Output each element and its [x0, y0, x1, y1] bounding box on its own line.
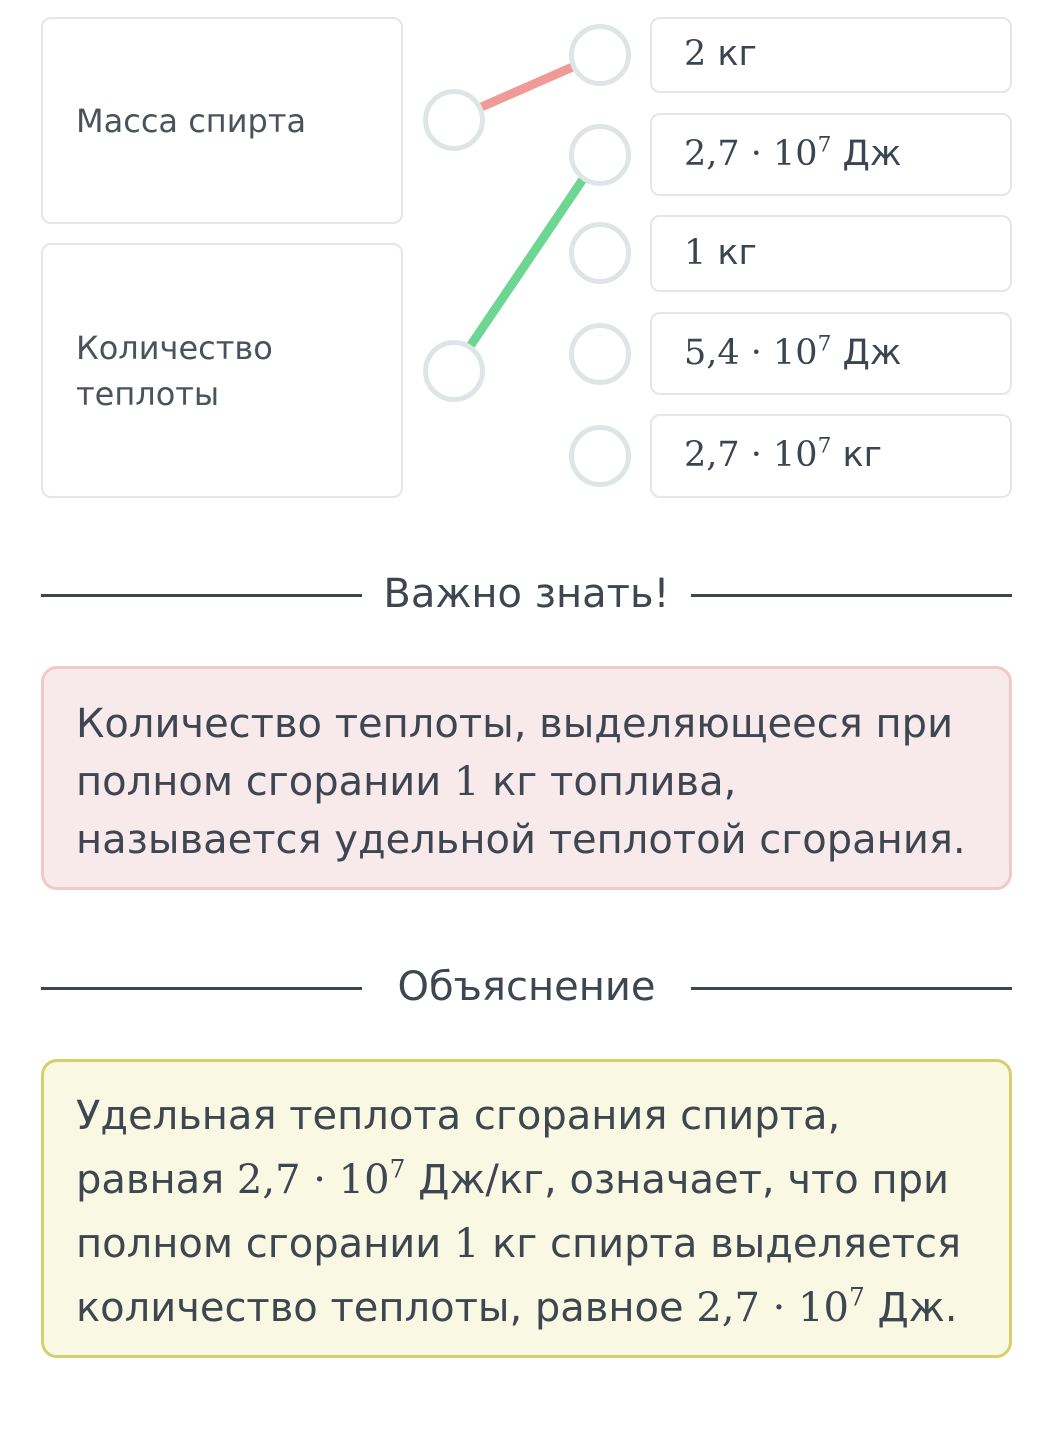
- right-item[interactable]: [650, 113, 1012, 196]
- note-math: 2,7 · 10: [236, 1157, 390, 1203]
- explanation-note: [41, 1059, 1012, 1358]
- note-math-exponent: 7: [849, 1282, 865, 1312]
- right-connector-dot[interactable]: [569, 24, 631, 86]
- left-item-label: Масса спирта: [76, 101, 307, 140]
- value-number: 2: [684, 34, 707, 75]
- value-unit: Дж: [842, 332, 902, 373]
- note-text: кг топлива, называется удельной теплотой сгорания.: [76, 759, 966, 863]
- important-divider: [41, 569, 1012, 619]
- right-connector-dot[interactable]: [569, 425, 631, 487]
- value-exponent: 7: [817, 331, 832, 357]
- value-unit: Дж: [842, 133, 902, 174]
- left-item-label: Количество теплоты: [76, 328, 273, 413]
- right-item-value: [684, 333, 901, 373]
- note-text: Дж.: [864, 1285, 958, 1331]
- right-item[interactable]: [650, 414, 1012, 498]
- note-math: 2,7 · 10: [696, 1285, 849, 1331]
- value-number: 2,7 · 10: [684, 133, 818, 174]
- right-item-value: [684, 34, 757, 74]
- divider-rule: [691, 987, 1012, 990]
- left-connector-dot[interactable]: [423, 340, 485, 402]
- explanation-title: Объяснение: [397, 964, 656, 1010]
- value-unit: кг: [842, 435, 883, 476]
- right-item-value: [684, 134, 901, 174]
- right-connector-dot[interactable]: [569, 323, 631, 385]
- note-math-exponent: 7: [389, 1154, 406, 1184]
- value-number: 2,7 · 10: [684, 435, 818, 476]
- right-item-value: [684, 233, 757, 273]
- right-item-value: [684, 435, 882, 475]
- note-text: кг спирта выделяется количество теплоты, равное: [76, 1221, 962, 1331]
- divider-rule: [691, 594, 1012, 597]
- note-text: Удельная теплота сгорания спирта, равная: [76, 1093, 841, 1203]
- value-unit: кг: [717, 232, 757, 273]
- left-item-mass[interactable]: [41, 17, 403, 224]
- left-connector-dot[interactable]: [423, 89, 485, 151]
- value-exponent: 7: [817, 132, 832, 158]
- value-unit: кг: [717, 34, 757, 75]
- value-number: 1: [684, 232, 707, 273]
- note-text: Дж/кг, означает, что при полном сгорании: [76, 1157, 949, 1267]
- note-math: 1: [453, 759, 480, 805]
- right-connector-dot[interactable]: [569, 124, 631, 186]
- explanation-divider: [41, 962, 1012, 1012]
- right-item[interactable]: [650, 215, 1012, 292]
- value-number: 5,4 · 10: [684, 332, 818, 373]
- important-title: Важно знать!: [383, 571, 670, 617]
- important-note: [41, 666, 1012, 890]
- value-exponent: 7: [817, 433, 832, 459]
- right-item[interactable]: [650, 17, 1012, 93]
- note-text: Количество теплоты, выделяющееся при полном сгорании: [76, 701, 954, 805]
- note-math: 1: [453, 1221, 480, 1267]
- left-item-heat[interactable]: [41, 243, 403, 498]
- right-item[interactable]: [650, 312, 1012, 395]
- right-connector-dot[interactable]: [569, 222, 631, 284]
